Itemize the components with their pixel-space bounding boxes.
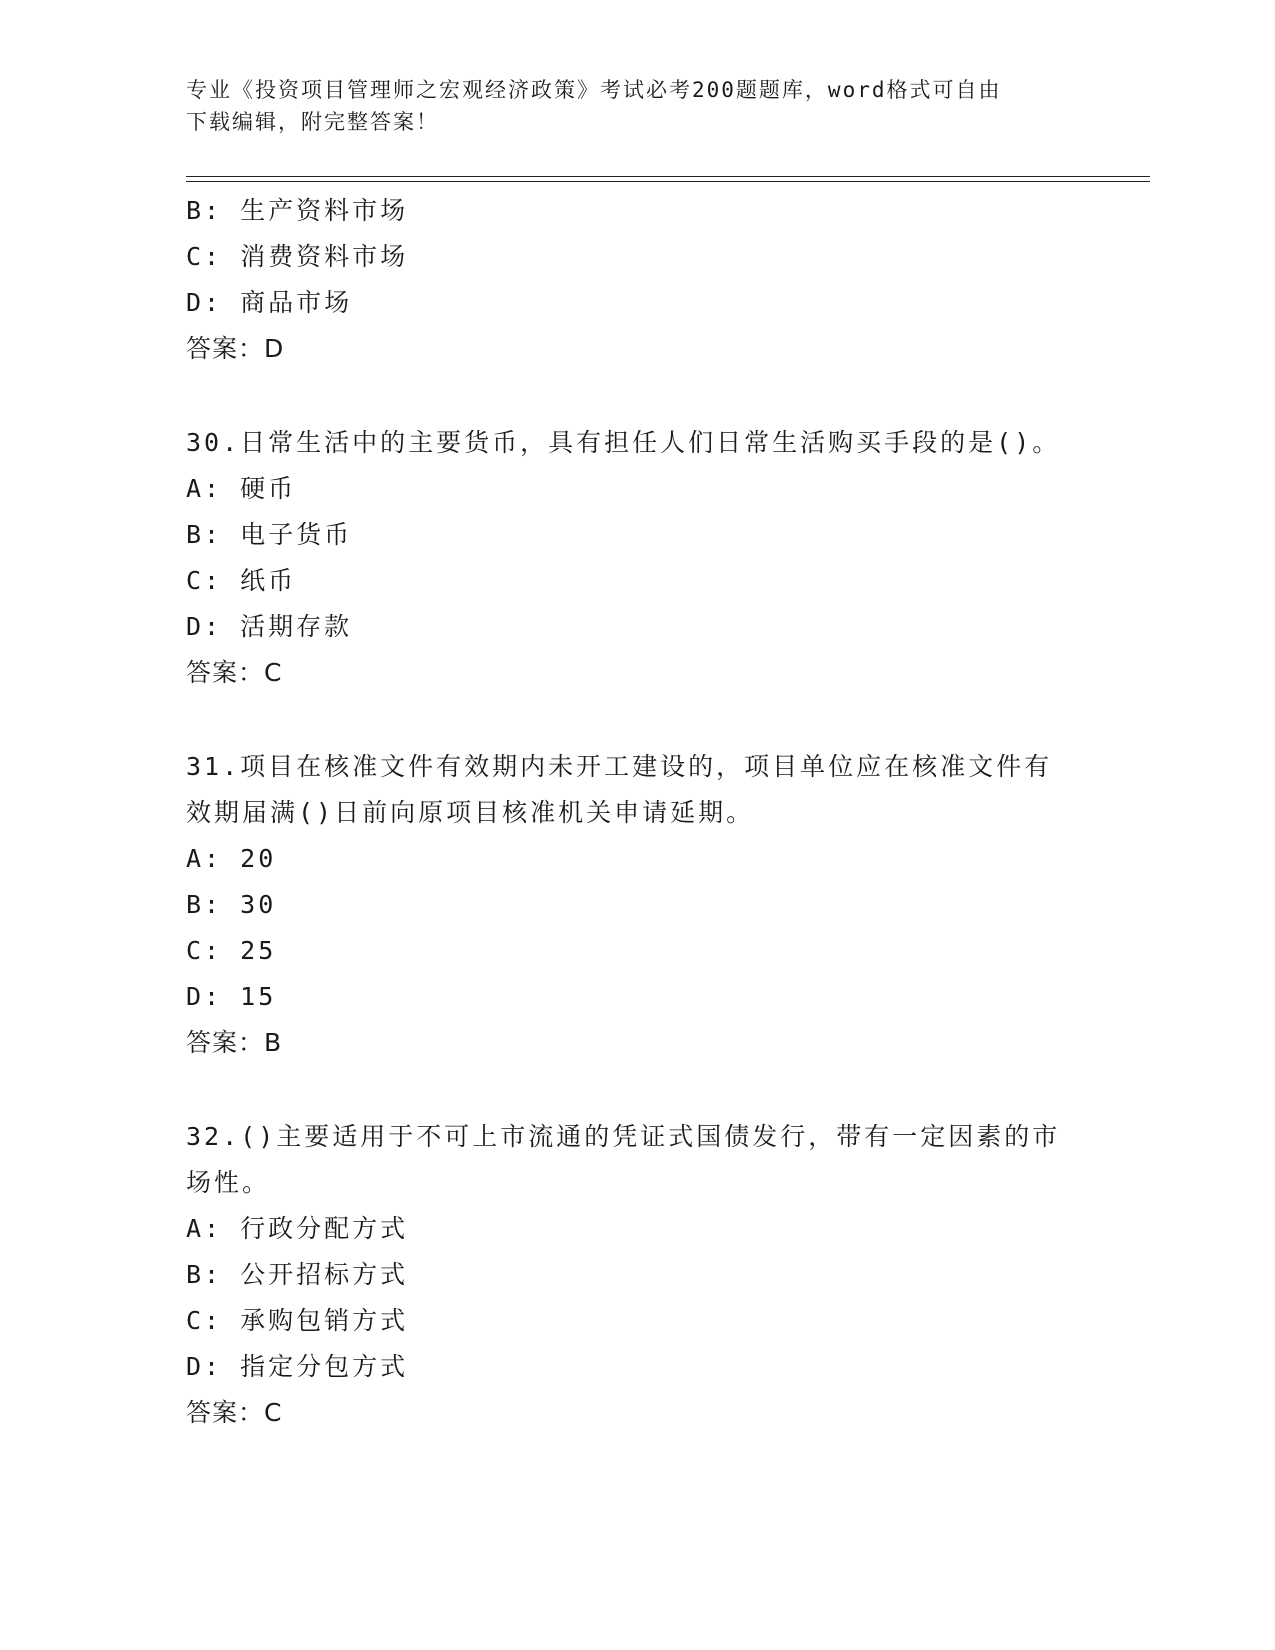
header-line-2: 下载编辑，附完整答案！: [186, 110, 439, 134]
header-divider-bottom: [186, 181, 1150, 182]
option-a: A: 行政分配方式: [186, 1214, 409, 1243]
question-text: 30.日常生活中的主要货币，具有担任人们日常生活购买手段的是()。: [186, 428, 1061, 457]
question-29-tail: [186, 188, 1086, 372]
option-c: C: 消费资料市场: [186, 242, 409, 271]
option-d: D: 15: [186, 982, 277, 1011]
option-b: B: 30: [186, 890, 277, 919]
option-c: C: 承购包销方式: [186, 1306, 409, 1335]
spacer: [186, 372, 1086, 420]
answer: 答案：C: [186, 1398, 283, 1427]
question-31: [186, 744, 1086, 1066]
question-30: [186, 420, 1086, 696]
question-text-line-2: 场性。: [186, 1168, 271, 1197]
spacer: [186, 1066, 1086, 1114]
answer: 答案：B: [186, 1028, 283, 1057]
option-d: D: 指定分包方式: [186, 1352, 409, 1381]
option-c: C: 纸币: [186, 566, 297, 595]
spacer: [186, 696, 1086, 744]
question-text-line-1: 31.项目在核准文件有效期内未开工建设的，项目单位应在核准文件有: [186, 752, 1053, 781]
question-text-line-2: 效期届满()日前向原项目核准机关申请延期。: [186, 798, 755, 827]
answer: 答案：C: [186, 658, 283, 687]
option-d: D: 活期存款: [186, 612, 353, 641]
header-divider-top: [186, 176, 1150, 177]
option-a: A: 硬币: [186, 474, 297, 503]
question-text-line-1: 32.()主要适用于不可上市流通的凭证式国债发行，带有一定因素的市: [186, 1122, 1061, 1151]
document-header: [186, 74, 1066, 138]
option-b: B: 生产资料市场: [186, 196, 409, 225]
option-a: A: 20: [186, 844, 277, 873]
question-list: [186, 188, 1086, 1436]
option-b: B: 公开招标方式: [186, 1260, 409, 1289]
answer: 答案：D: [186, 334, 285, 363]
option-c: C: 25: [186, 936, 277, 965]
question-32: [186, 1114, 1086, 1436]
option-d: D: 商品市场: [186, 288, 353, 317]
header-line-1: 专业《投资项目管理师之宏观经济政策》考试必考200题题库，word格式可自由: [186, 78, 1002, 102]
option-b: B: 电子货币: [186, 520, 353, 549]
